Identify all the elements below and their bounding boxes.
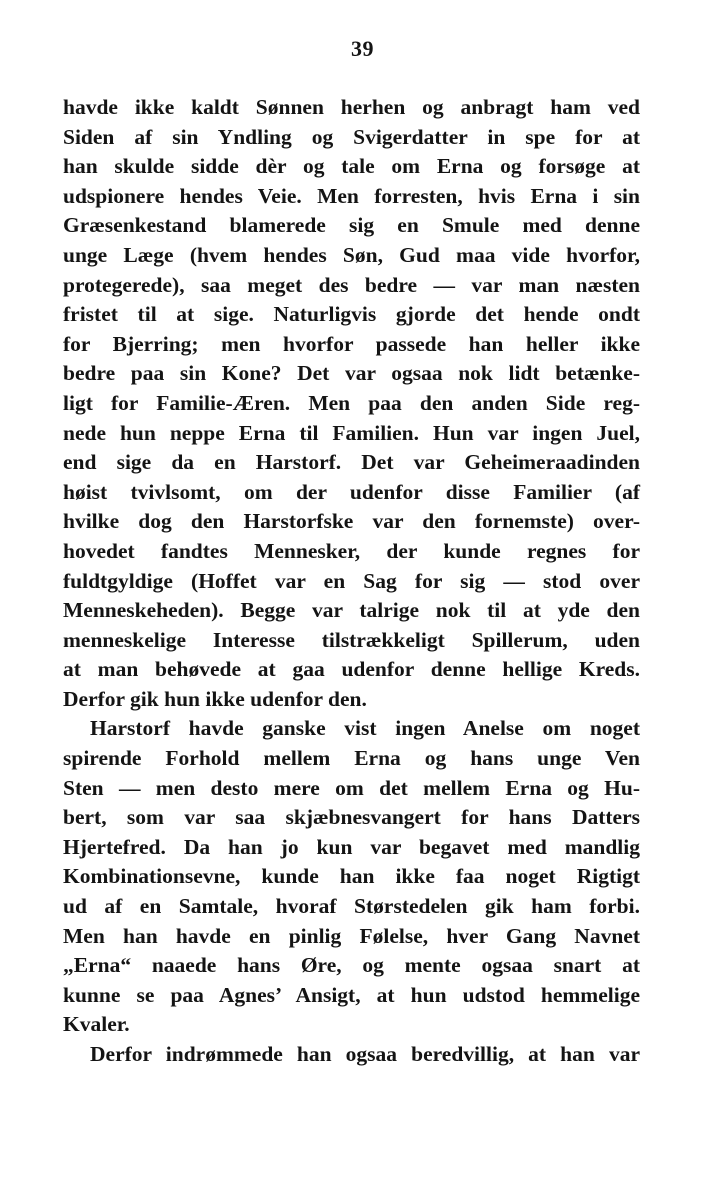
text-line: Kvaler. [63, 1012, 130, 1037]
text-line: unge Læge (hvem hendes Søn, Gud maa vide hvorfor, [63, 242, 640, 267]
page-number: 39 [351, 36, 374, 61]
text-line: høist tvivlsomt, om der udenfor disse Familier (af [63, 479, 640, 504]
text-line: ligt for Familie-Æren. Men paa den anden Side reg- [63, 390, 640, 415]
text-line: Hjertefred. Da han jo kun var begavet med mandlig [63, 834, 640, 859]
text-line: protegerede), saa meget des bedre — var man næsten [63, 272, 640, 297]
text-line: bert, som var saa skjæbnesvangert for hans Datters [63, 805, 640, 830]
text-line: end sige da en Harstorf. Det var Geheimeraadinden [63, 450, 640, 475]
text-line: menneskelige Interesse tilstrækkeligt Spillerum, uden [63, 627, 640, 652]
text-line: Menneskeheden). Begge var talrige nok til at yde den [63, 598, 640, 623]
body-text [63, 93, 640, 1070]
text-line: at man behøvede at gaa udenfor denne hellige Kreds. [63, 657, 640, 682]
text-line: udspionere hendes Veie. Men forresten, hvis Erna i sin [63, 183, 640, 208]
text-line: Græsenkestand blamerede sig en Smule med denne [63, 213, 640, 238]
text-line: fristet til at sige. Naturligvis gjorde det hende ondt [63, 302, 640, 327]
text-line: Kombinationsevne, kunde han ikke faa noget Rigtigt [63, 864, 640, 889]
text-line: nede hun neppe Erna til Familien. Hun var ingen Juel, [63, 420, 640, 445]
text-line: han skulde sidde dèr og tale om Erna og forsøge at [63, 154, 640, 179]
text-line: fuldtgyldige (Hoffet var en Sag for sig — stod over [63, 568, 640, 593]
text-line: Men han havde en pinlig Følelse, hver Gang Navnet [63, 923, 640, 948]
text-line: bedre paa sin Kone? Det var ogsaa nok lidt betænke- [63, 361, 640, 386]
text-line: kunne se paa Agnes’ Ansigt, at hun udstod hemmelige [63, 982, 640, 1007]
text-line: ud af en Samtale, hvoraf Størstedelen gik ham forbi. [63, 894, 640, 919]
text-line: for Bjerring; men hvorfor passede han heller ikke [63, 331, 640, 356]
text-line: hvilke dog den Harstorfske var den fornemste) over- [63, 509, 640, 534]
text-line: Derfor indrømmede han ogsaa beredvillig, at han var [90, 1042, 640, 1066]
text-line: spirende Forhold mellem Erna og hans unge Ven [63, 746, 640, 771]
text-line: Derfor gik hun ikke udenfor den. [63, 686, 367, 711]
text-line: Harstorf havde ganske vist ingen Anelse om noget [90, 716, 640, 741]
text-line: havde ikke kaldt Sønnen herhen og anbragt ham ved [63, 95, 640, 119]
text-line: Siden af sin Yndling og Svigerdatter in spe for at [63, 124, 640, 149]
text-line: Sten — men desto mere om det mellem Erna og Hu- [63, 775, 640, 800]
text-line: „Erna“ naaede hans Øre, og mente ogsaa snart at [63, 953, 640, 978]
text-line: hovedet fandtes Mennesker, der kunde regnes for [63, 538, 640, 563]
